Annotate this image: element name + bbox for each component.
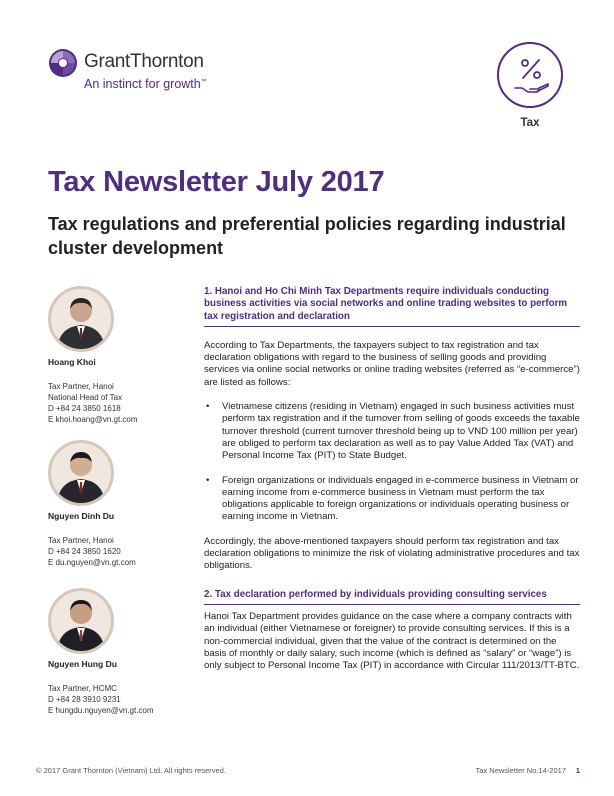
contact-title: Tax Partner, Hanoi — [48, 382, 114, 391]
contact-phone: D +84 24 3850 1618 — [48, 404, 121, 413]
logo-tagline: An instinct for growth™ — [84, 77, 207, 91]
tax-badge — [497, 42, 563, 108]
article-body — [204, 286, 580, 684]
section-2-body: Hanoi Tax Department provides guidance on the case where a company contracts with an individual (either Vietnamese or foreigner) to provide consulting services. If this is a non-commercial individual, given that the value of the contract is determined on the basis of monthly or daily salary, such income (which is defined as “salary” or “wage”) is only subject to Personal Income Tax (PIT) in accordance with Circular 111/2013/TT-BTC. — [204, 610, 580, 672]
page-number: 1 — [575, 766, 580, 775]
logo-swirl-icon — [48, 48, 78, 78]
logo-name: GrantThornton — [84, 51, 204, 72]
section-1-conclusion: Accordingly, the above-mentioned taxpayers should perform tax registration and tax declaration obligations to minimize the risk of violating administrative procedures and tax obligations. — [204, 535, 580, 572]
contact-card-nguyen-dinh-du — [48, 440, 188, 568]
section-1-heading: 1. Hanoi and Ho Chi Minh Tax Departments require individuals conducting business activities via social networks and online trading websites to perform tax registration and declaration — [204, 286, 580, 327]
contact-phone: D +84 24 3850 1620 — [48, 547, 121, 556]
tax-category-label: Tax — [520, 117, 540, 129]
contact-email[interactable]: E hungdu.nguyen@vn.gt.com — [48, 706, 154, 715]
footer-copyright: © 2017 Grant Thornton (Vietnam) Ltd. All rights reserved. — [36, 766, 226, 775]
contact-title: Tax Partner, Hanoi — [48, 536, 114, 545]
footer-newsletter-number: Tax Newsletter No.14-2017 — [475, 766, 566, 775]
percent-hand-icon — [512, 54, 552, 98]
contact-card-hoang-khoi — [48, 286, 188, 425]
contact-card-nguyen-hung-du — [48, 588, 188, 716]
section-1-bullet-list — [204, 401, 580, 524]
grant-thornton-logo — [48, 44, 248, 104]
contact-email[interactable]: E khoi.hoang@vn.gt.com — [48, 415, 138, 424]
contact-name: Nguyen Hung Du — [48, 659, 117, 669]
avatar — [48, 440, 114, 506]
page-title: Tax Newsletter July 2017 — [48, 166, 385, 198]
avatar — [48, 588, 114, 654]
section-1-intro: According to Tax Departments, the taxpayers subject to tax registration and tax declaration obligations with regard to the business of selling goods and providing services via online social networks or online trading websites (referred as “e-commerce”) are listed as follows: — [204, 339, 580, 388]
contact-title: Tax Partner, HCMC — [48, 684, 117, 693]
avatar — [48, 286, 114, 352]
page-subtitle: Tax regulations and preferential policies regarding industrial cluster development — [48, 214, 566, 258]
section-2-heading: 2. Tax declaration performed by individuals providing consulting services — [204, 589, 580, 605]
list-item: • Vietnamese citizens (residing in Vietnam) engaged in such business activities must perform tax registration and if the turnover from selling of goods exceeds the taxable turnover threshold (current turnover threshold being up to VND 100 million per year) are obliged to perform tax declaration as well as to pay Value Added Tax (VAT) and Personal Income Tax (PIT) to State Budget. — [204, 401, 580, 462]
contact-name: Hoang Khoi — [48, 357, 96, 367]
contact-phone: D +84 28 3910 9231 — [48, 695, 121, 704]
contact-name: Nguyen Dinh Du — [48, 511, 115, 521]
list-item: • Foreign organizations or individuals engaged in e-commerce business in Vietnam or earning income from e-commerce business in Vietnam must perform the tax obligations applicable to foreign organizations or individuals operating business or earning income in Vietnam. — [204, 475, 580, 524]
contact-title-2: National Head of Tax — [48, 393, 123, 402]
contact-email[interactable]: E du.nguyen@vn.gt.com — [48, 558, 136, 567]
